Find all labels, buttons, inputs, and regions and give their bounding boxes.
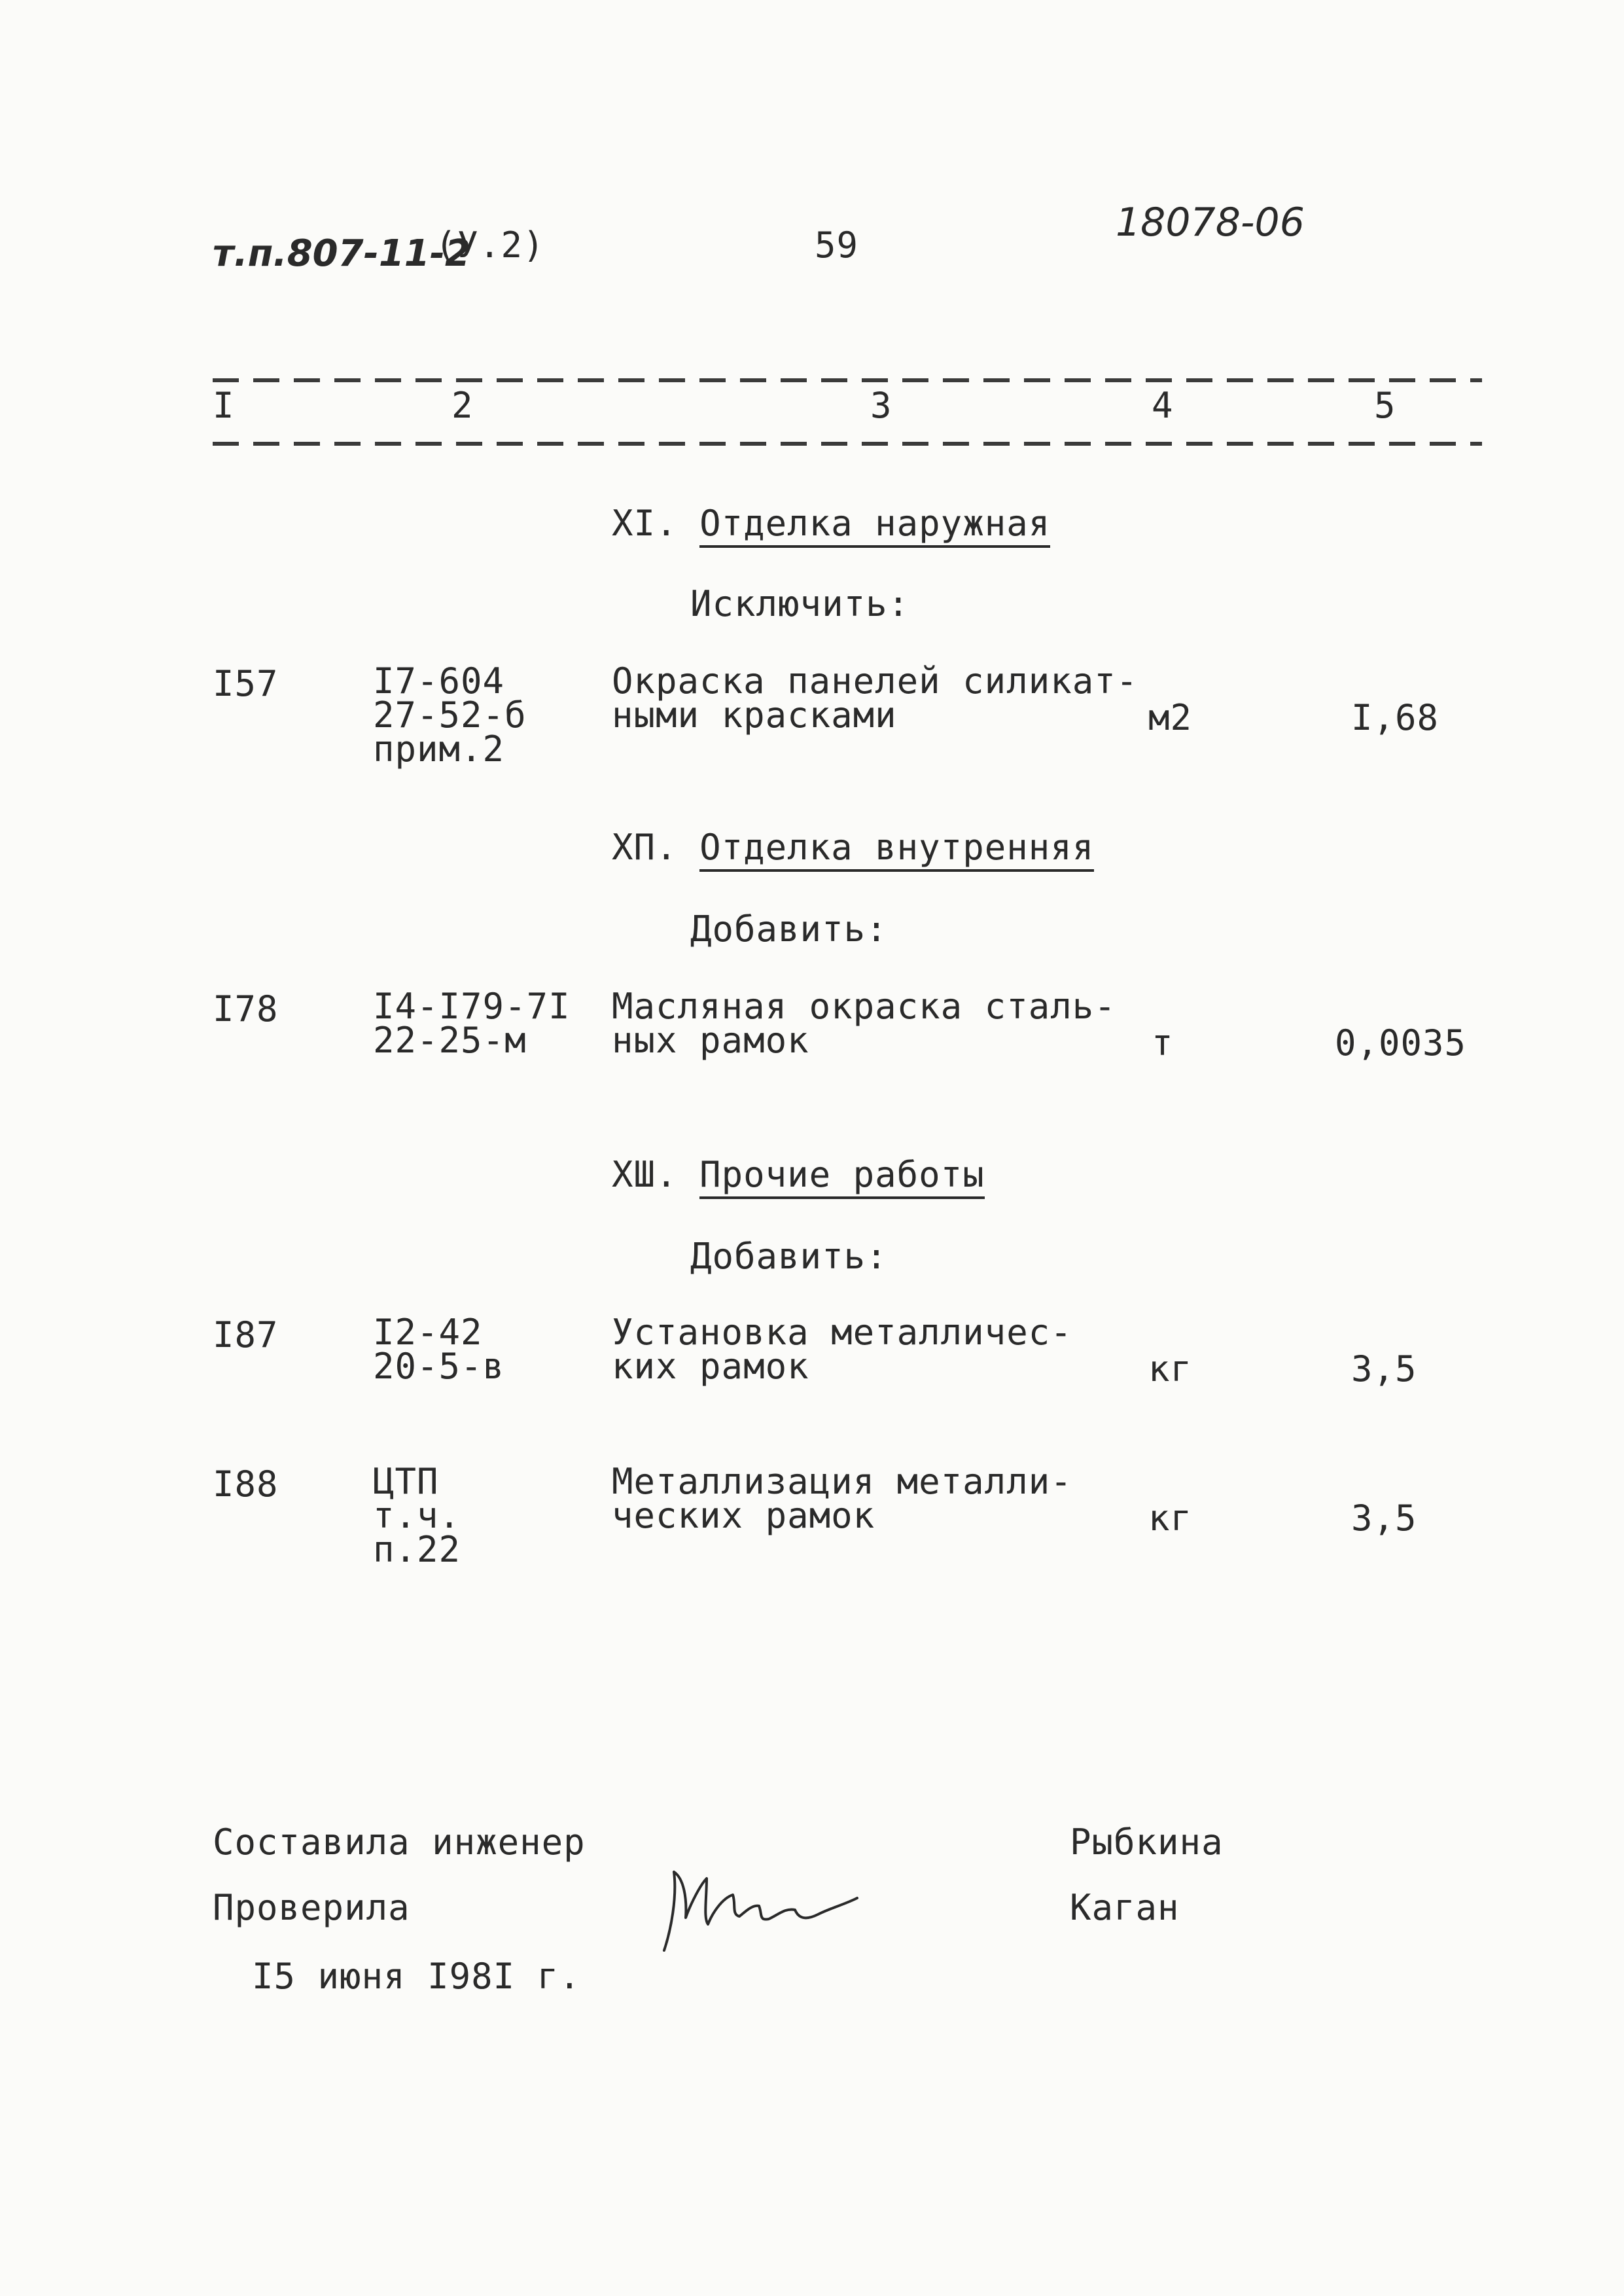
section-action: Исключить: bbox=[690, 583, 910, 624]
row-unit: кг bbox=[1148, 1348, 1193, 1390]
section-action: Добавить: bbox=[690, 908, 888, 950]
description-line: ческих рамок bbox=[612, 1495, 875, 1536]
doc-code-handwritten: т.п.807-11-2 bbox=[213, 232, 470, 275]
checked-label: Проверила bbox=[213, 1887, 410, 1928]
row-code bbox=[373, 1312, 505, 1387]
row-description bbox=[612, 1312, 1072, 1387]
doc-code-typed: (У.2) bbox=[435, 224, 545, 266]
row-quantity: 0,0035 bbox=[1335, 1022, 1467, 1064]
section-numeral: XП. bbox=[612, 827, 678, 868]
row-quantity: I,68 bbox=[1351, 697, 1439, 738]
section-title: Отделка наружная bbox=[699, 503, 1050, 548]
code-line: ЦТП bbox=[373, 1461, 439, 1502]
section-numeral: XШ. bbox=[612, 1154, 678, 1195]
code-line: 27-52-б bbox=[373, 694, 527, 736]
row-description bbox=[612, 1461, 1072, 1536]
description-line: ных рамок bbox=[612, 1020, 809, 1061]
column-header-2: 2 bbox=[451, 385, 474, 426]
code-line: п.22 bbox=[373, 1529, 461, 1570]
description-line: Установка металличес- bbox=[612, 1312, 1072, 1353]
description-line: ными красками bbox=[612, 694, 897, 736]
description-line: Масляная окраска сталь- bbox=[612, 986, 1116, 1027]
section-title: Отделка внутренняя bbox=[699, 827, 1094, 872]
code-line: прим.2 bbox=[373, 728, 505, 770]
code-line: 22-25-м bbox=[373, 1020, 527, 1061]
column-header-1: I bbox=[213, 385, 235, 426]
compiled-name: Рыбкина bbox=[1070, 1821, 1224, 1863]
row-description bbox=[612, 660, 1139, 736]
row-unit: м2 bbox=[1148, 697, 1193, 738]
row-unit: т bbox=[1152, 1022, 1174, 1064]
row-code bbox=[373, 660, 527, 770]
row-code bbox=[373, 986, 571, 1061]
section-heading bbox=[612, 504, 1050, 543]
code-line: I2-42 bbox=[373, 1312, 483, 1353]
description-line: ких рамок bbox=[612, 1346, 809, 1387]
column-header-4: 4 bbox=[1152, 385, 1174, 426]
row-number: I78 bbox=[213, 988, 279, 1030]
date: I5 июня I98I г. bbox=[252, 1956, 581, 1997]
header-rule-top bbox=[213, 378, 1482, 382]
section-heading bbox=[612, 1155, 985, 1194]
checked-name: Каган bbox=[1070, 1887, 1180, 1928]
row-unit: кг bbox=[1148, 1498, 1193, 1539]
row-number: I57 bbox=[213, 663, 279, 704]
code-line: I4-I79-7I bbox=[373, 986, 571, 1027]
section-action: Добавить: bbox=[690, 1236, 888, 1277]
code-line: I7-604 bbox=[373, 660, 505, 702]
description-line: Окраска панелей силикат- bbox=[612, 660, 1139, 702]
compiled-label: Составила инженер bbox=[213, 1821, 586, 1863]
row-number: I87 bbox=[213, 1314, 279, 1355]
code-line: т.ч. bbox=[373, 1495, 461, 1536]
header-rule-bottom bbox=[213, 442, 1482, 446]
section-title: Прочие работы bbox=[699, 1154, 985, 1199]
code-line: 20-5-в bbox=[373, 1346, 505, 1387]
row-quantity: 3,5 bbox=[1351, 1348, 1417, 1390]
row-description bbox=[612, 986, 1116, 1061]
row-code bbox=[373, 1461, 461, 1570]
page-number: 59 bbox=[815, 224, 859, 266]
column-header-5: 5 bbox=[1374, 385, 1396, 426]
row-quantity: 3,5 bbox=[1351, 1498, 1417, 1539]
column-header-3: 3 bbox=[870, 385, 892, 426]
signature-image bbox=[654, 1859, 870, 1957]
archive-number: 18078-06 bbox=[1116, 200, 1305, 245]
section-numeral: XI. bbox=[612, 503, 678, 544]
description-line: Металлизация металли- bbox=[612, 1461, 1072, 1502]
section-heading bbox=[612, 828, 1094, 867]
row-number: I88 bbox=[213, 1463, 279, 1505]
